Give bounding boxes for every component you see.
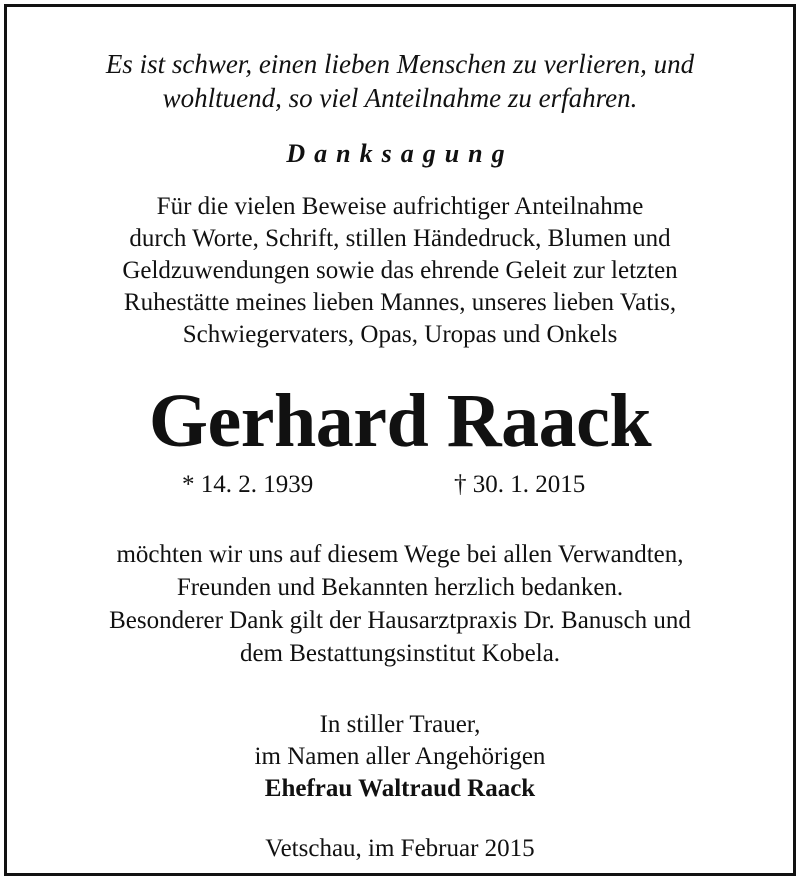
thanks-line: möchten wir uns auf diesem Wege bei allen Verwandten, (116, 541, 684, 568)
intro-line: Schwiegervaters, Opas, Uropas und Onkels (182, 321, 618, 348)
signatory: Ehefrau Waltraud Raack (264, 775, 536, 802)
thanks-line: dem Bestattungsinstitut Kobela. (239, 640, 561, 667)
notice-heading: Danksagung (286, 139, 514, 168)
intro-line: Geldzuwendungen sowie das ehrende Geleit zur letzten (122, 257, 678, 284)
thanks-line: Freunden und Bekannten herzlich bedanken. (176, 574, 624, 601)
opening-quote (7, 47, 793, 115)
intro-line: durch Worte, Schrift, stillen Händedruck, Blumen und (129, 225, 671, 252)
intro-line: Für die vielen Beweise aufrichtiger Anteilnahme (156, 193, 644, 220)
closing-line: im Namen aller Angehörigen (254, 743, 546, 770)
intro-paragraph (7, 191, 793, 351)
quote-line: Es ist schwer, einen lieben Menschen zu verlieren, und (105, 49, 695, 79)
notice-border (4, 4, 796, 876)
thanks-paragraph (7, 538, 793, 670)
closing-line: In stiller Trauer, (319, 711, 481, 738)
quote-line: wohltuend, so viel Anteilnahme zu erfahren. (162, 83, 638, 113)
birth-date: * 14. 2. 1939 (182, 471, 314, 498)
intro-line: Ruhestätte meines lieben Mannes, unseres lieben Vatis, (123, 289, 677, 316)
place-and-date: Vetschau, im Februar 2015 (265, 835, 535, 862)
death-date: † 30. 1. 2015 (454, 471, 586, 498)
closing-block (7, 709, 793, 805)
obituary-notice (7, 7, 793, 873)
deceased-name: Gerhard Raack (148, 379, 652, 463)
thanks-line: Besonderer Dank gilt der Hausarztpraxis Dr. Banusch und (109, 607, 691, 634)
